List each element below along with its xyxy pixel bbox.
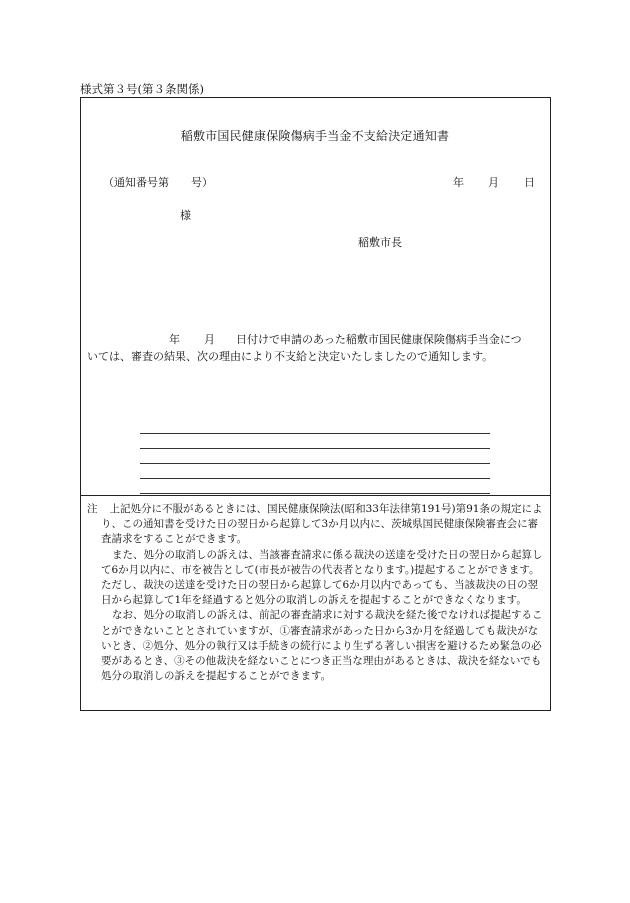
body-line-1 bbox=[87, 331, 545, 348]
document-title: 稲敷市国民健康保険傷病手当金不支給決定通知書 bbox=[180, 129, 450, 143]
notice-number-label: （通知番号第 bbox=[103, 176, 169, 189]
body-line-2: いては、審査の結果、次の理由により不支給と決定いたしましたので通知します。 bbox=[87, 350, 494, 363]
notice-number-suffix: 号） bbox=[191, 176, 213, 189]
reason-line-5 bbox=[140, 493, 490, 494]
date-month-label: 月 bbox=[488, 176, 499, 189]
date-day-label: 日 bbox=[524, 176, 535, 189]
notes-section bbox=[87, 502, 547, 684]
note-paragraph-3: なお、処分の取消しの訴えは、前記の審査請求に対する裁決を経た後でなければ提起することができないこととされていますが、①審査請求があった日から3か月を経過しても裁決がないとき、②処分、処分の執行又は手続きの続行により生ずる著しい損害を避けるため緊急の必要があるとき、③その他裁決を経ないことにつき正当な理由があるときは、裁決を経ないでも処分の取消しの訴えを提起することができます。 bbox=[101, 609, 543, 683]
note-paragraph-1 bbox=[87, 502, 547, 548]
notes-separator bbox=[80, 495, 551, 496]
recipient-suffix: 様 bbox=[180, 209, 191, 222]
note-paragraph-1-text: 上記処分に不服があるときには、国民健康保険法(昭和33年法律第191号)第91条の規定により、この通知書を受けた日の翌日から起算して3か月以内に、茨城県国民健康保険審査会に審査請求をすることができます。 bbox=[101, 503, 543, 546]
reason-line-4 bbox=[140, 478, 490, 479]
body-paragraph bbox=[87, 331, 545, 365]
note-paragraph-2: また、処分の取消しの訴えは、当該審査請求に係る裁決の送達を受けた日の翌日から起算して6か月以内に、市を被告として(市長が被告の代表者となります。)提起することができます。ただし、裁決の送達を受けた日の翌日から起算して6か月以内であっても、当該裁決の日の翌日から起算して1年を経過すると処分の取消しの訴えを提起することができなくなります。 bbox=[101, 548, 543, 607]
reason-line-2 bbox=[140, 448, 490, 449]
issuer-name: 稲敷市長 bbox=[358, 236, 402, 249]
form-number: 様式第３号(第３条関係) bbox=[80, 82, 204, 96]
note-label: 注 bbox=[87, 503, 98, 515]
reason-line-1 bbox=[140, 433, 490, 434]
body-line-1-text: 日付けで申請のあった稲敷市国民健康保険傷病手当金につ bbox=[236, 333, 522, 346]
reason-line-3 bbox=[140, 463, 490, 464]
date-year-label: 年 bbox=[453, 176, 464, 189]
body-month: 月 bbox=[204, 333, 215, 346]
body-year: 年 bbox=[169, 333, 180, 346]
